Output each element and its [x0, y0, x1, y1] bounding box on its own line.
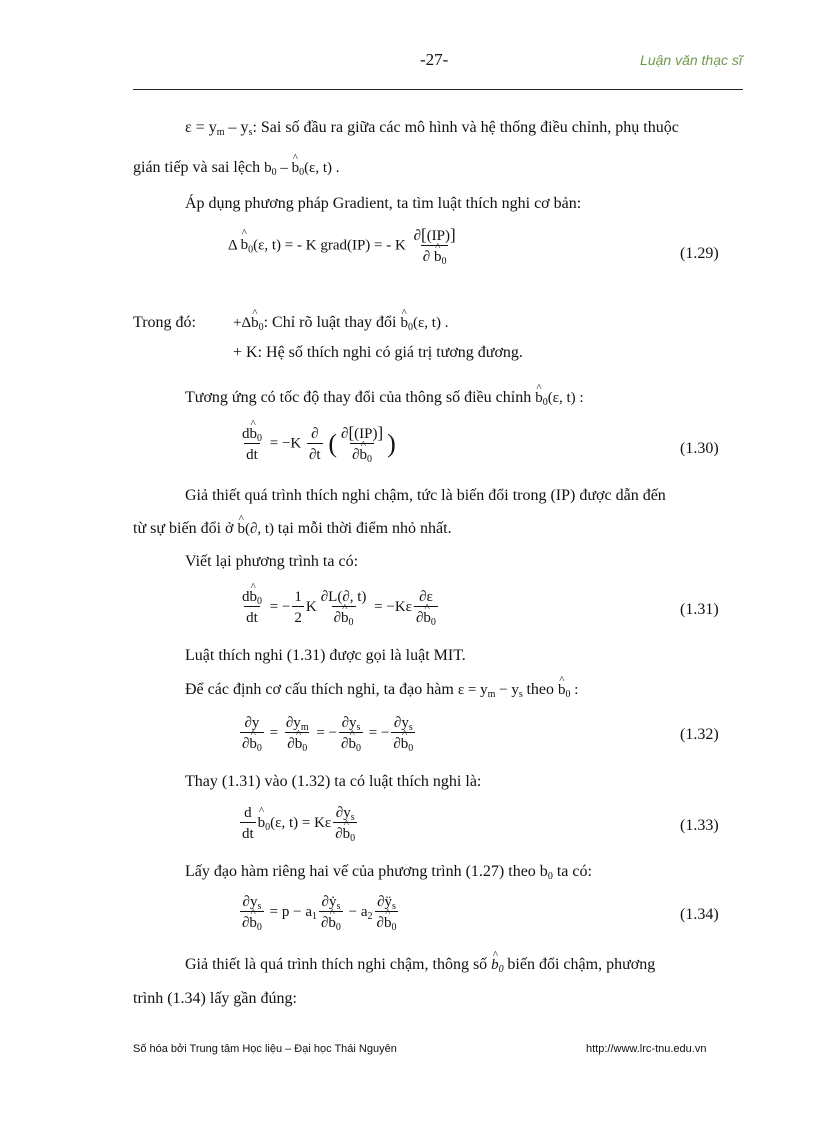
equation-1-34: $\frac{\partial y_s}{\partial\^{} b_0}$ = $p - a_1$ $\frac{\partial ẏ_s}{\partial\^{} b_0}$ − $a_2$ $\frac{\partial ÿ_s}{\partial\^{} b_0}$ [238, 893, 400, 932]
paragraph-rate: Tương ứng có tốc độ thay đổi của thông số điều chỉnh ^ $b_0(\varepsilon$, t) : [185, 388, 584, 408]
equation-number-1-32: (1.32) [680, 726, 719, 743]
paragraph-error-line2: gián tiếp và sai lệch $b_0$ – ^ $b_0(\varepsilon$, t) . [133, 158, 340, 178]
paragraph-substitute: Thay (1.31) vào (1.32) ta có luật thích nghi là: [185, 773, 482, 790]
equation-1-31: $\frac{d\^{} b_0}{dt}$ = − $\frac{1}{2}$ K $\frac{\partial L(\partial, t)}{\partial\^{} b_0}$ = −Kε $\frac{\partial\varepsilon}{\partial\^{} b_0}$ [238, 588, 440, 627]
equation-1-30: $\frac{d\^{} b_0}{dt}$ = −K $\frac{\partial}{\partial t}$ ( $\frac{\partial[(IP)]}{\partial\^{} b_0}$ ) [238, 424, 396, 464]
running-title: Luận văn thạc sĩ [640, 52, 742, 68]
footer-url[interactable]: http://www.lrc-tnu.edu.vn [586, 1043, 707, 1055]
equation-number-1-34: (1.34) [680, 906, 719, 923]
where-item-k: + K: Hệ số thích nghi có giá trị tương đương. [233, 344, 523, 361]
equation-number-1-30: (1.30) [680, 440, 719, 457]
paragraph-slow-adaptation-line2: từ sự biến đổi ở ^ b(∂, t) tại mỗi thời điểm nhỏ nhất. [133, 519, 452, 539]
page-number: -27- [420, 50, 449, 69]
equation-1-33: $\frac{d}{dt}$ ^ $b_0(\varepsilon$, t) = Kε $\frac{\partial y_s}{\partial\^{} b_0}$ [238, 804, 359, 843]
where-label: Trong đó: [133, 314, 196, 331]
equation-number-1-29: (1.29) [680, 245, 719, 262]
paragraph-approximation: Giả thiết là quá trình thích nghi chậm, thông số ^ $b_0$ biến đổi chậm, phương [185, 955, 655, 975]
paragraph-slow-adaptation: Giả thiết quá trình thích nghi chậm, tức là biến đổi trong (IP) được dẫn đến [185, 487, 666, 504]
equation-1-29: Δ ^ $b_0(\varepsilon$, t) = - K grad(IP) = - K $\frac{\partial[(IP)]}{\partial \^{} b_0}$ [228, 226, 460, 266]
paragraph-partial-derivative: Lấy đạo hàm riêng hai vế của phương trình (1.27) theo $b_0$ ta có: [185, 863, 592, 882]
equation-1-32: $\frac{\partial y}{\partial\^{} b_0}$ = $\frac{\partial y_m}{\partial\^{} b_0}$ = − $\frac{\partial y_s}{\partial\^{} b_0}$ = − $\frac{\partial y_s}{\partial\^{} b_0}$ [238, 714, 417, 753]
paragraph-mit-rule: Luật thích nghi (1.31) được gọi là luật MIT. [185, 647, 466, 664]
paragraph-rewrite: Viết lại phương trình ta có: [185, 553, 359, 570]
paragraph-approximation-line2: trình (1.34) lấy gần đúng: [133, 990, 297, 1007]
paragraph-derivative: Để các định cơ cấu thích nghi, ta đạo hàm $\varepsilon = y_m - y_s$ theo ^ $b_0$ : [185, 680, 578, 700]
paragraph-gradient: Áp dụng phương pháp Gradient, ta tìm luật thích nghi cơ bản: [185, 195, 582, 212]
footer-source: Số hóa bởi Trung tâm Học liệu – Đại học Thái Nguyên [133, 1043, 397, 1055]
where-item-delta: +Δ^ $b_0$: Chỉ rõ luật thay đổi ^ $b_0(\varepsilon$, t) . [233, 313, 448, 333]
equation-number-1-31: (1.31) [680, 601, 719, 618]
equation-number-1-33: (1.33) [680, 817, 719, 834]
paragraph-error-definition: $\varepsilon = y_m - y_s$: Sai số đầu ra giữa các mô hình và hệ thống điều chỉnh, phụ thuộc [185, 119, 679, 138]
header-rule [133, 89, 743, 90]
